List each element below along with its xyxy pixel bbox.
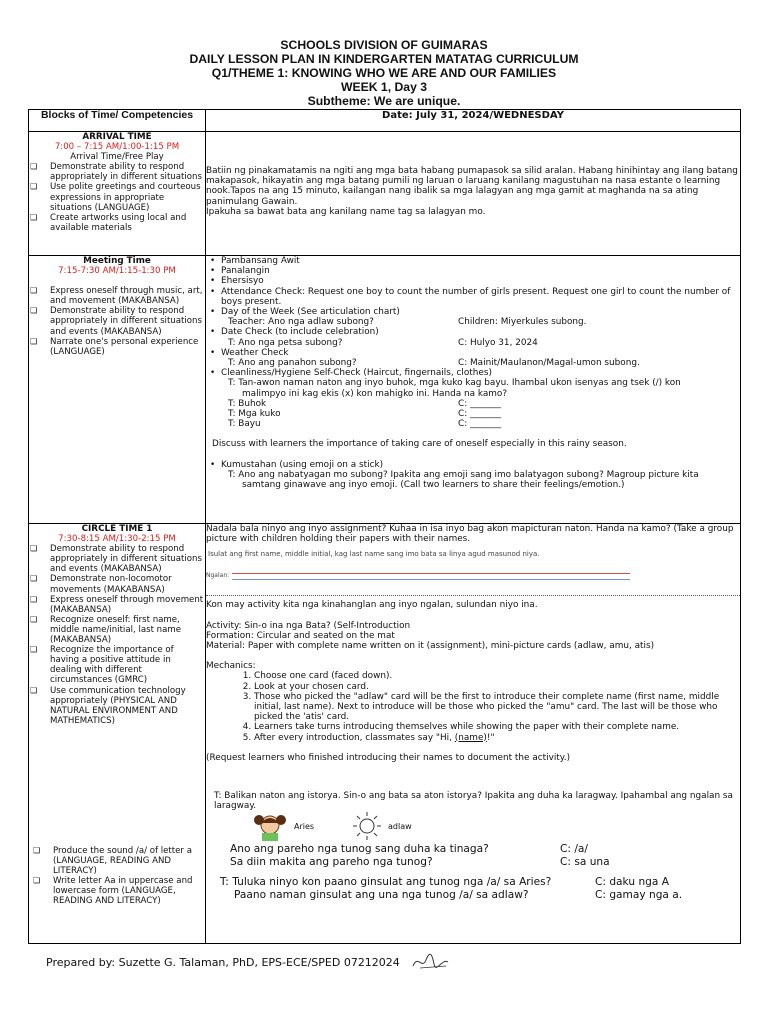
mechanics-title: Mechanics: xyxy=(206,661,256,672)
question-2: Sa diin makita ang pareho nga tunog? xyxy=(230,855,433,868)
teacher-line: T: Ano nga petsa subong? xyxy=(228,337,343,348)
list-item: 4. Learners take turns introducing themselves while showing the paper with their complete name. xyxy=(254,722,740,732)
list-item: • Day of the Week (See articulation chart) xyxy=(208,307,740,317)
activity-formation: Formation: Circular and seated on the mat xyxy=(206,630,395,641)
header-plan-title: DAILY LESSON PLAN IN KINDERGARTEN MATATAG CURRICULUM xyxy=(189,52,579,66)
meeting-time: 7:15-7:30 AM/1:15-1:30 PM xyxy=(58,266,176,277)
header-subtheme: Subtheme: We are unique. xyxy=(307,94,461,108)
list-item: ❏ Express oneself through music, art, and movement (MAKABANSA) xyxy=(29,286,205,306)
meeting-title: Meeting Time xyxy=(83,256,151,266)
girl-picture-icon xyxy=(250,811,290,841)
list-item: ❏ Demonstrate non-locomotor movements (MAKABANSA) xyxy=(29,574,205,594)
circle-competencies-2 xyxy=(32,846,203,907)
circle-competencies xyxy=(29,544,205,726)
list-item: • Panalangin xyxy=(208,266,740,276)
arrival-time: 7:00 – 7:15 AM/1:00-1:15 PM xyxy=(54,142,180,153)
question-4: Paano naman ginsulat ang una nga tunog /a/ sa adlaw? xyxy=(234,888,529,901)
list-item: • Attendance Check: Request one boy to count the number of girls present. Request one girl to count the number of boys present. xyxy=(208,287,740,307)
list-item: ❏ Produce the sound /a/ of letter a (LANGUAGE, READING AND LITERACY) xyxy=(32,846,203,876)
document-header xyxy=(0,38,768,108)
prepared-by: Prepared by: Suzette G. Talaman, PhD, EPS-ECE/SPED 07212024 xyxy=(46,956,400,969)
card-label-adlaw: adlaw xyxy=(388,822,412,832)
circle-activities xyxy=(206,524,741,944)
teacher-line: samtang ginawave ang inyo emoji. (Call two learners to share their feelings/emotion.) xyxy=(242,480,625,491)
circle-time: 7:30-8:15 AM/1:30-2:15 PM xyxy=(58,534,176,545)
circle-cell xyxy=(29,524,206,944)
meeting-competencies xyxy=(29,286,205,357)
teacher-line: T: Bayu xyxy=(228,419,261,430)
children-line: Children: Miyerkules subong. xyxy=(458,317,587,328)
activity-intro: Kon may activity kita nga kinahanglan ang inyo ngalan, sulundan niyo ina. xyxy=(206,600,538,611)
question-1: Ano ang pareho nga tunog sang duha ka tinaga? xyxy=(230,843,489,856)
arrival-cell xyxy=(29,132,206,256)
list-item: • Cleanliness/Hygiene Self-Check (Haircut, fingernails, clothes) xyxy=(208,368,740,378)
children-line: C: _______ xyxy=(458,419,502,430)
list-item: 2. Look at your chosen card. xyxy=(254,682,740,692)
arrival-activities xyxy=(206,132,741,256)
list-item: ❏ Demonstrate ability to respond appropriately in different situations and events (MAKABANSA) xyxy=(29,306,205,336)
sun-icon xyxy=(350,811,384,841)
worksheet-lines xyxy=(206,571,740,580)
mechanics-list xyxy=(206,671,740,742)
picture-cards xyxy=(206,811,740,843)
question-3: T: Tuluka ninyo kon paano ginsulat ang tunog nga /a/ sa Aries? xyxy=(220,876,552,889)
col-header-date: Date: July 31, 2024/WEDNESDAY xyxy=(206,110,741,132)
worksheet-label: Ngalan: xyxy=(206,572,230,580)
teacher-line: T: Buhok xyxy=(228,398,267,409)
meeting-cell xyxy=(29,256,206,524)
teacher-line: T: Ano ang panahon subong? xyxy=(228,358,357,369)
answer-3: C: daku nga A xyxy=(595,876,669,889)
list-item: 5. After every introduction, classmates say "Hi, (name)!" xyxy=(254,733,740,743)
worksheet-note: Isulat ang first name, middle initial, kag last name sang imo bata sa linya agud masunod niya. xyxy=(208,550,540,559)
list-item: ❏ Use polite greetings and courteous expressions in appropriate situations (LANGUAGE) xyxy=(29,182,205,212)
signature-icon xyxy=(410,950,452,972)
teacher-line: Teacher: Ano nga adlaw subong? xyxy=(228,317,374,328)
teacher-line: malimpyo ini kag ekis (x) kon mahigko ini. Handa na kamo? xyxy=(242,388,508,399)
arrival-text-2: Ipakuha sa bawat bata ang kanilang name tag sa lalagyan mo. xyxy=(206,206,486,217)
list-item: ❏ Create artworks using local and available materials xyxy=(29,213,205,233)
teacher-line: T: Ano ang nabatyagan mo subong? Ipakita ang emoji sang imo balatyagon subong? Magroup picture kita xyxy=(228,469,699,480)
list-item: • Date Check (to include celebration) xyxy=(208,327,740,337)
header-theme: Q1/THEME 1: KNOWING WHO WE ARE AND OUR FAMILIES xyxy=(211,66,557,80)
request-text: (Request learners who finished introducing their names to document the activity.) xyxy=(206,752,571,763)
answer-1: C: /a/ xyxy=(560,843,588,856)
list-item: ❏ Write letter Aa in uppercase and lowercase form (LANGUAGE, READING AND LITERACY) xyxy=(32,876,203,906)
arrival-title: ARRIVAL TIME xyxy=(82,132,152,142)
discuss-text: Discuss with learners the importance of taking care of oneself especially in this rainy season. xyxy=(212,439,627,450)
list-item: ❏ Use communication technology appropriately (PHYSICAL AND NATURAL ENVIRONMENT AND MATHEMATICS) xyxy=(29,686,205,726)
name-placeholder: (name) xyxy=(454,732,487,743)
answer-4: C: gamay nga a. xyxy=(595,888,683,901)
circle-intro: Nadala bala ninyo ang inyo assignment? Kuhaa in isa inyo bag akon mapicturan naton. Handa na kamo? (Take a group picture with children holding their papers with their names. xyxy=(206,524,734,545)
arrival-subtitle: Arrival Time/Free Play xyxy=(70,152,164,163)
arrival-competencies xyxy=(29,162,205,233)
activity-material: Material: Paper with complete name written on it (assignment), mini-picture cards (adlaw, amu, atis) xyxy=(206,641,655,652)
children-line: C: Hulyo 31, 2024 xyxy=(458,337,538,348)
children-line: C: _______ xyxy=(458,398,502,409)
list-item: ❏ Demonstrate ability to respond appropriately in different situations and events (MAKABANSA) xyxy=(29,544,205,574)
list-item: ❏ Express oneself through movement (MAKABANSA) xyxy=(29,595,205,615)
list-item: ❏ Recognize the importance of having a positive attitude in dealing with different circumstances (GMRC) xyxy=(29,645,205,685)
teacher-line: T: Mga kuko xyxy=(228,409,281,420)
activity-title: Activity: Sin-o ina nga Bata? (Self-Introduction xyxy=(206,620,411,631)
list-item: ❏ Recognize oneself: first name, middle name/initial, last name (MAKABANSA) xyxy=(29,615,205,645)
list-item: • Kumustahan (using emoji on a stick) xyxy=(208,460,740,470)
list-item: 1. Choose one card (faced down). xyxy=(254,671,740,681)
header-division: SCHOOLS DIVISION OF GUIMARAS xyxy=(280,38,488,52)
teacher-line: T: Tan-awon naman naton ang inyo buhok, mga kuko kag bayu. Ihambal ukon isenyas ang tsek (/) kon xyxy=(228,378,681,389)
lesson-plan-table xyxy=(28,109,741,944)
story-text: T: Balikan naton ang istorya. Sin-o ang bata sa aton istorya? Ipakita ang duha ka laragway. Ipahambal ang ngalan sa laragway. xyxy=(214,791,733,812)
answer-2: C: sa una xyxy=(560,855,610,868)
list-item: • Ehersisyo xyxy=(208,276,740,286)
list-item: • Pambansang Awit xyxy=(208,256,740,266)
children-line: C: Mainit/Maulanon/Magal-umon subong. xyxy=(458,358,640,369)
list-item: ❏ Demonstrate ability to respond appropriately in different situations xyxy=(29,162,205,182)
card-label-aries: Aries xyxy=(294,822,315,832)
children-line: C: _______ xyxy=(458,409,502,420)
list-item: 3. Those who picked the "adlaw" card will be the first to introduce their complete name (first name, middle initial, last name). Next to introduce will be those who picked the "amu" card. The last will be those who picked the 'atis' card. xyxy=(254,692,740,723)
col-header-blocks: Blocks of Time/ Competencies xyxy=(29,110,206,132)
header-week-day: WEEK 1, Day 3 xyxy=(340,80,428,94)
arrival-text: Batiin ng pinakamatamis na ngiti ang mga bata habang pumapasok sa silid aralan. Habang hinihintay ang ilang batang makapasok, hikayatin ang mga batang pumili ng laruan o laruang kanilang magustuhan na nasa estante o learning nook.Tapos na ang 15 minuto, kailangan nang ibalik sa mga lalagyan ang mga gamit at maghanda na sa ating panimulang Gawain. xyxy=(206,166,738,207)
list-item: • Weather Check xyxy=(208,348,740,358)
meeting-activities xyxy=(206,256,741,524)
circle-title: CIRCLE TIME 1 xyxy=(81,524,153,534)
list-item: ❏ Narrate one's personal experience (LANGUAGE) xyxy=(29,337,205,357)
